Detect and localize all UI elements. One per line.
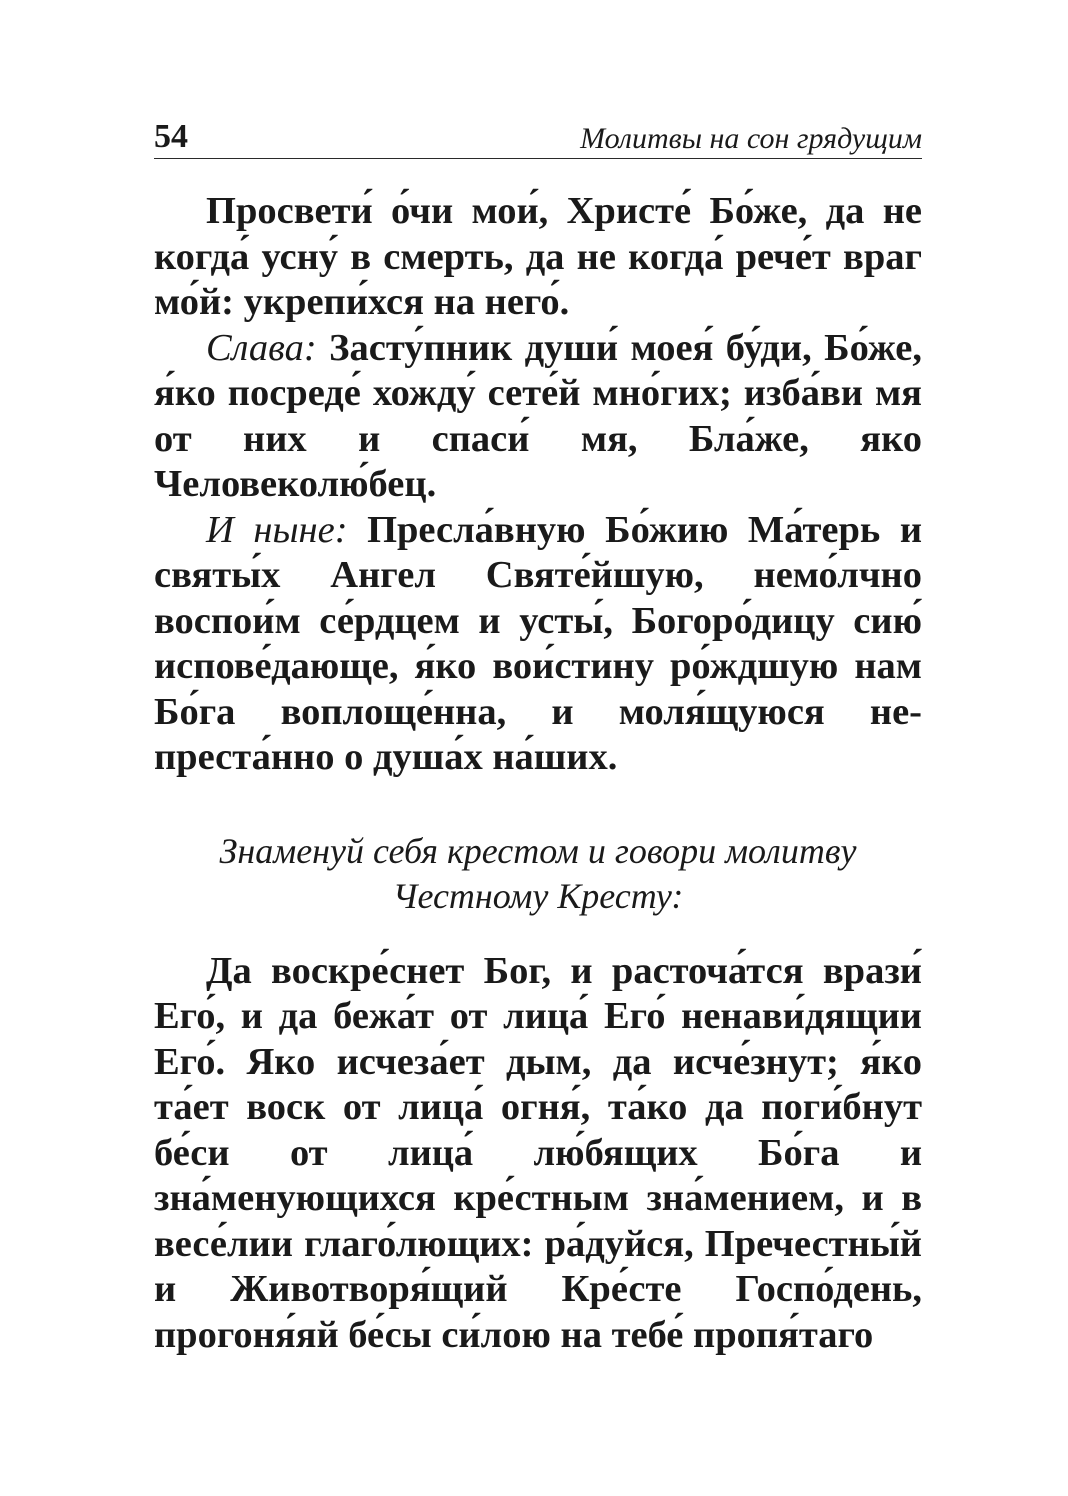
prayer-paragraph-1 [154,189,922,326]
rubric-line-2: Честному Кресту: [392,875,684,916]
page-number: 54 [154,118,188,155]
paragraph-text: Пресла́вную Бо́жию Ма́терь и святы́х Ангел Святе́йшую, немо́лчно воспои́м се́рдцем и усты́, Богоро́дицу сию́ испове́дающе, я́ко вои́стину ро́ждшую нам Бо́га воплоще́нна, и моля́щуюся непреста́нно о душа́х на́ших. [154,508,922,778]
paragraph-text: Да воскре́снет Бог, и расточа́тся врази́ Его́, и да бежа́т от лица́ Его́ ненави́дящии Его́. Яко исчеза́ет дым, да исче́знут; я́ко та́ет воск от лица́ огня́, та́ко да поги́бнут бе́си от лица́ лю́бящих Бо́га и зна́менующихся кре́стным зна́мением, и в весе́лии глаго́лющих: ра́дуйся, Пречестны́й и Животворя́щий Кре́сте Госпо́день, прогоня́яй бе́сы си́лою на тебе́ пропя́таго [154,949,922,1356]
prayer-paragraph-glory [154,326,922,508]
running-head: Молитвы на сон грядущим [580,122,922,155]
rubric-line-1: Знаменуй себя крестом и говори молитву [219,830,857,871]
prayer-paragraph-cross [154,949,922,1359]
paragraph-lead: Слава: [206,326,317,369]
prayer-paragraph-now [154,508,922,781]
paragraph-text: Просвети́ о́чи мои́, Христе́ Бо́же, да не когда́ усну́ в смерть, да не когда́ рече́т враг мо́й: укрепи́хся на него́. [154,190,922,323]
rubric-instruction [154,829,922,919]
book-page [154,100,922,1358]
paragraph-lead: И ныне: [206,508,348,551]
paragraph-text: Засту́пник души́ моея́ бу́ди, Бо́же, я́ко посреде́ хожду́ сете́й мно́гих; изба́ви мя от них и спаси́ мя, Бла́же, яко Человеколю́бец. [154,326,922,505]
page-header [154,100,922,159]
